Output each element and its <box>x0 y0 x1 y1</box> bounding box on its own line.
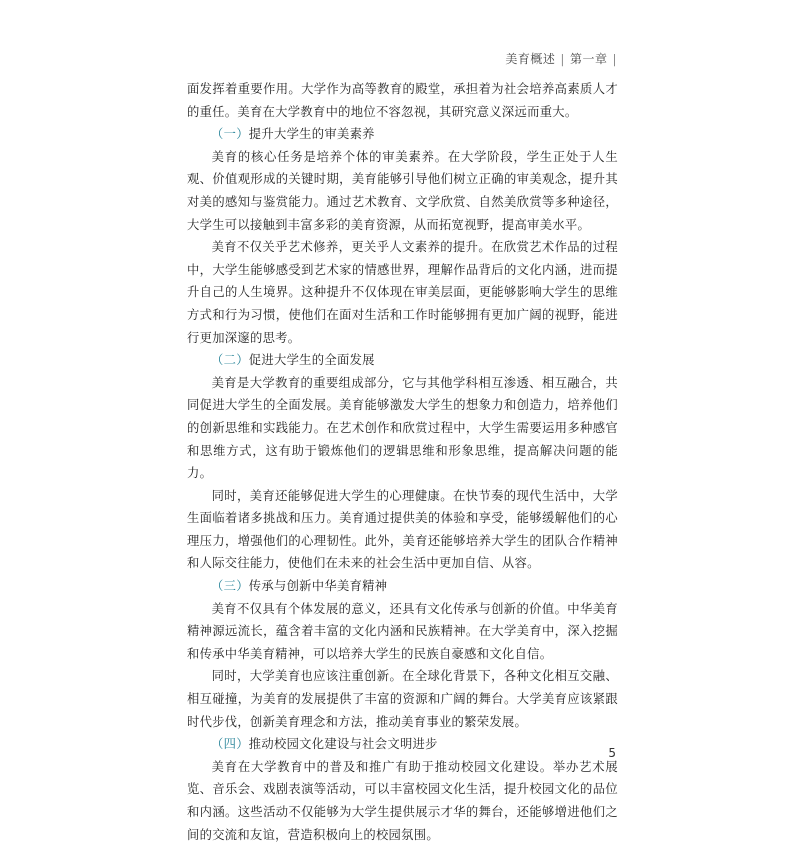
body-text <box>187 78 618 846</box>
header-divider: | <box>612 52 617 66</box>
paragraph: 同时，美育还能够促进大学生的心理健康。在快节奏的现代生活中，大学生面临着诸多挑战和压力。美育通过提供美的体验和享受，能够缓解他们的心理压力，增强他们的心理韧性。此外，美育还能够培养大学生的团队合作精神和人际交往能力，使他们在未来的社会生活中更加自信、从容。 <box>187 488 618 571</box>
paragraph: 美育不仅具有个体发展的意义，还具有文化传承与创新的价值。中华美育精神源远流长，蕴含着丰富的文化内涵和民族精神。在大学美育中，深入挖掘和传承中华美育精神，可以培养大学生的民族自豪感和文化自信。 <box>187 601 618 661</box>
paragraph: 美育是大学教育的重要组成部分，它与其他学科相互渗透、相互融合，共同促进大学生的全面发展。美育能够激发大学生的想象力和创造力，培养他们的创新思维和实践能力。在艺术创作和欣赏过程中，大学生需要运用多种感官和思维方式，这有助于锻炼他们的逻辑思维和形象思维，提高解决问题的能力。 <box>187 375 618 481</box>
section-title: 促进大学生的全面发展 <box>248 353 375 368</box>
header-divider: | <box>560 52 565 66</box>
paragraph: 美育在大学教育中的普及和推广有助于推动校园文化建设。举办艺术展览、音乐会、戏剧表演等活动，可以丰富校园文化生活，提升校园文化的品位和内涵。这些活动不仅能够为大学生提供展示才华的舞台，还能够增进他们之间的交流和友谊，营造积极向上的校园氛围。 <box>187 759 618 842</box>
section-title: 推动校园文化建设与社会文明进步 <box>248 737 438 752</box>
paragraph-intro: 面发挥着重要作用。大学作为高等教育的殿堂，承担着为社会培养高素质人才的重任。美育在大学教育中的地位不容忽视，其研究意义深远而重大。 <box>187 82 618 119</box>
header-section-title: 美育概述 <box>505 52 556 66</box>
section-number: （一） <box>211 127 249 142</box>
header-chapter: 第一章 <box>569 52 608 66</box>
section-heading-3 <box>187 575 618 598</box>
section-number: （二） <box>211 353 249 368</box>
section-title: 提升大学生的审美素养 <box>248 127 375 142</box>
paragraph: 美育的核心任务是培养个体的审美素养。在大学阶段，学生正处于人生观、价值观形成的关键时期，美育能够引导他们树立正确的审美观念，提升其对美的感知与鉴赏能力。通过艺术教育、文学欣赏、自然美欣赏等多种途径，大学生可以接触到丰富多彩的美育资源，从而拓宽视野，提高审美水平。 <box>187 149 618 232</box>
paragraph: 美育不仅关乎艺术修养，更关乎人文素养的提升。在欣赏艺术作品的过程中，大学生能够感受到艺术家的情感世界，理解作品背后的文化内涵，进而提升自己的人生境界。这种提升不仅体现在审美层面，更能够影响大学生的思维方式和行为习惯，使他们在面对生活和工作时能够拥有更加广阔的视野，能进行更加深邃的思考。 <box>187 240 618 345</box>
section-number: （三） <box>211 579 249 594</box>
section-heading-1 <box>187 123 618 146</box>
running-header <box>505 50 622 67</box>
section-heading-4 <box>187 733 618 756</box>
paragraph: 同时，大学美育也应该注重创新。在全球化背景下，各种文化相互交融、相互碰撞，为美育的发展提供了丰富的资源和广阔的舞台。大学美育应该紧跟时代步伐，创新美育理念和方法，推动美育事业的繁荣发展。 <box>187 669 618 729</box>
section-title: 传承与创新中华美育精神 <box>248 579 388 594</box>
section-heading-2 <box>187 349 618 372</box>
section-number: （四） <box>211 737 249 752</box>
page-number: 5 <box>608 746 616 760</box>
